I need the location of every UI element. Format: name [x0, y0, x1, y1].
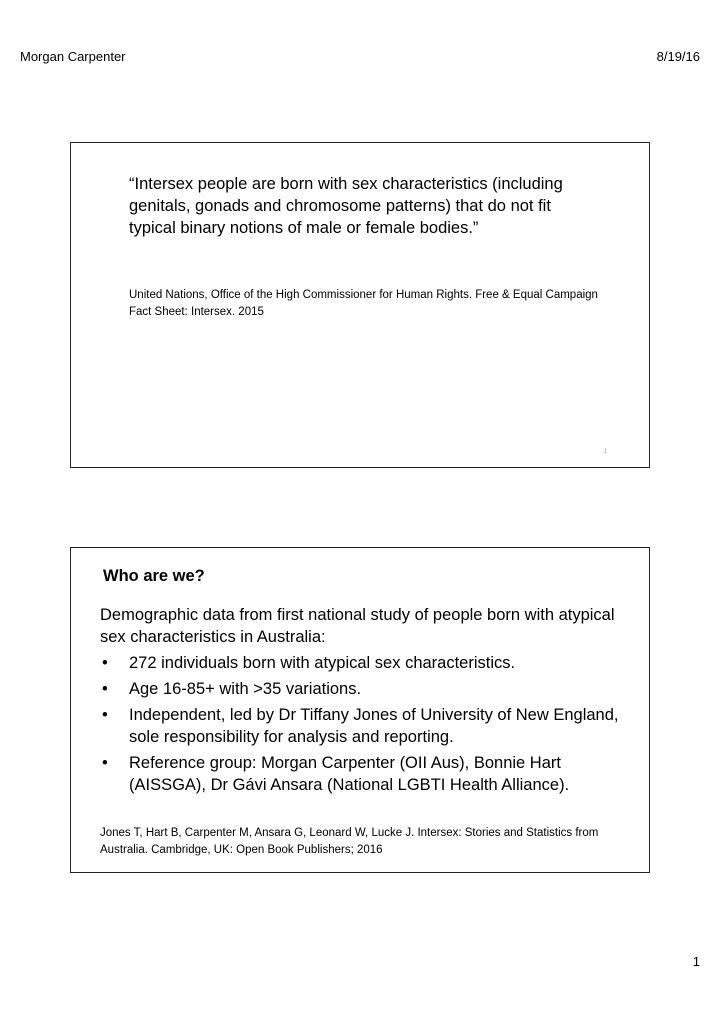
bullet-item: • Independent, led by Dr Tiffany Jones of University of New England, sole responsibility for analysis and reporting. — [100, 704, 620, 748]
bullet-list — [100, 652, 620, 796]
bullet-item: • Reference group: Morgan Carpenter (OII Aus), Bonnie Hart (AISSGA), Dr Gávi Ansara (National LGBTI Health Alliance). — [100, 752, 620, 796]
header-author: Morgan Carpenter — [20, 49, 126, 64]
page-number: 1 — [692, 954, 700, 969]
slide-2-title: Who are we? — [103, 567, 205, 585]
bullet-item: • Age 16-85+ with >35 variations. — [100, 678, 620, 700]
slide-1-number: 1 — [603, 449, 607, 455]
slide-1-citation: United Nations, Office of the High Commissioner for Human Rights. Free & Equal Campaign Fact Sheet: Intersex. 2015 — [129, 289, 598, 318]
slide-2 — [70, 547, 650, 873]
slide-2-intro: Demographic data from first national study of people born with atypical sex characteristics in Australia: — [100, 606, 615, 646]
slide-2-citation: Jones T, Hart B, Carpenter M, Ansara G, Leonard W, Lucke J. Intersex: Stories and Statistics from Australia. Cambridge, UK: Open Book Publishers; 2016 — [100, 827, 599, 856]
slide-2-body — [100, 604, 620, 800]
slide-1-quote: “Intersex people are born with sex characteristics (including genitals, gonads and chromosome patterns) that do not fit typical binary notions of male or female bodies.” — [129, 175, 563, 237]
bullet-item: • 272 individuals born with atypical sex characteristics. — [100, 652, 620, 674]
header-date: 8/19/16 — [656, 49, 700, 64]
slide-1 — [70, 142, 650, 468]
